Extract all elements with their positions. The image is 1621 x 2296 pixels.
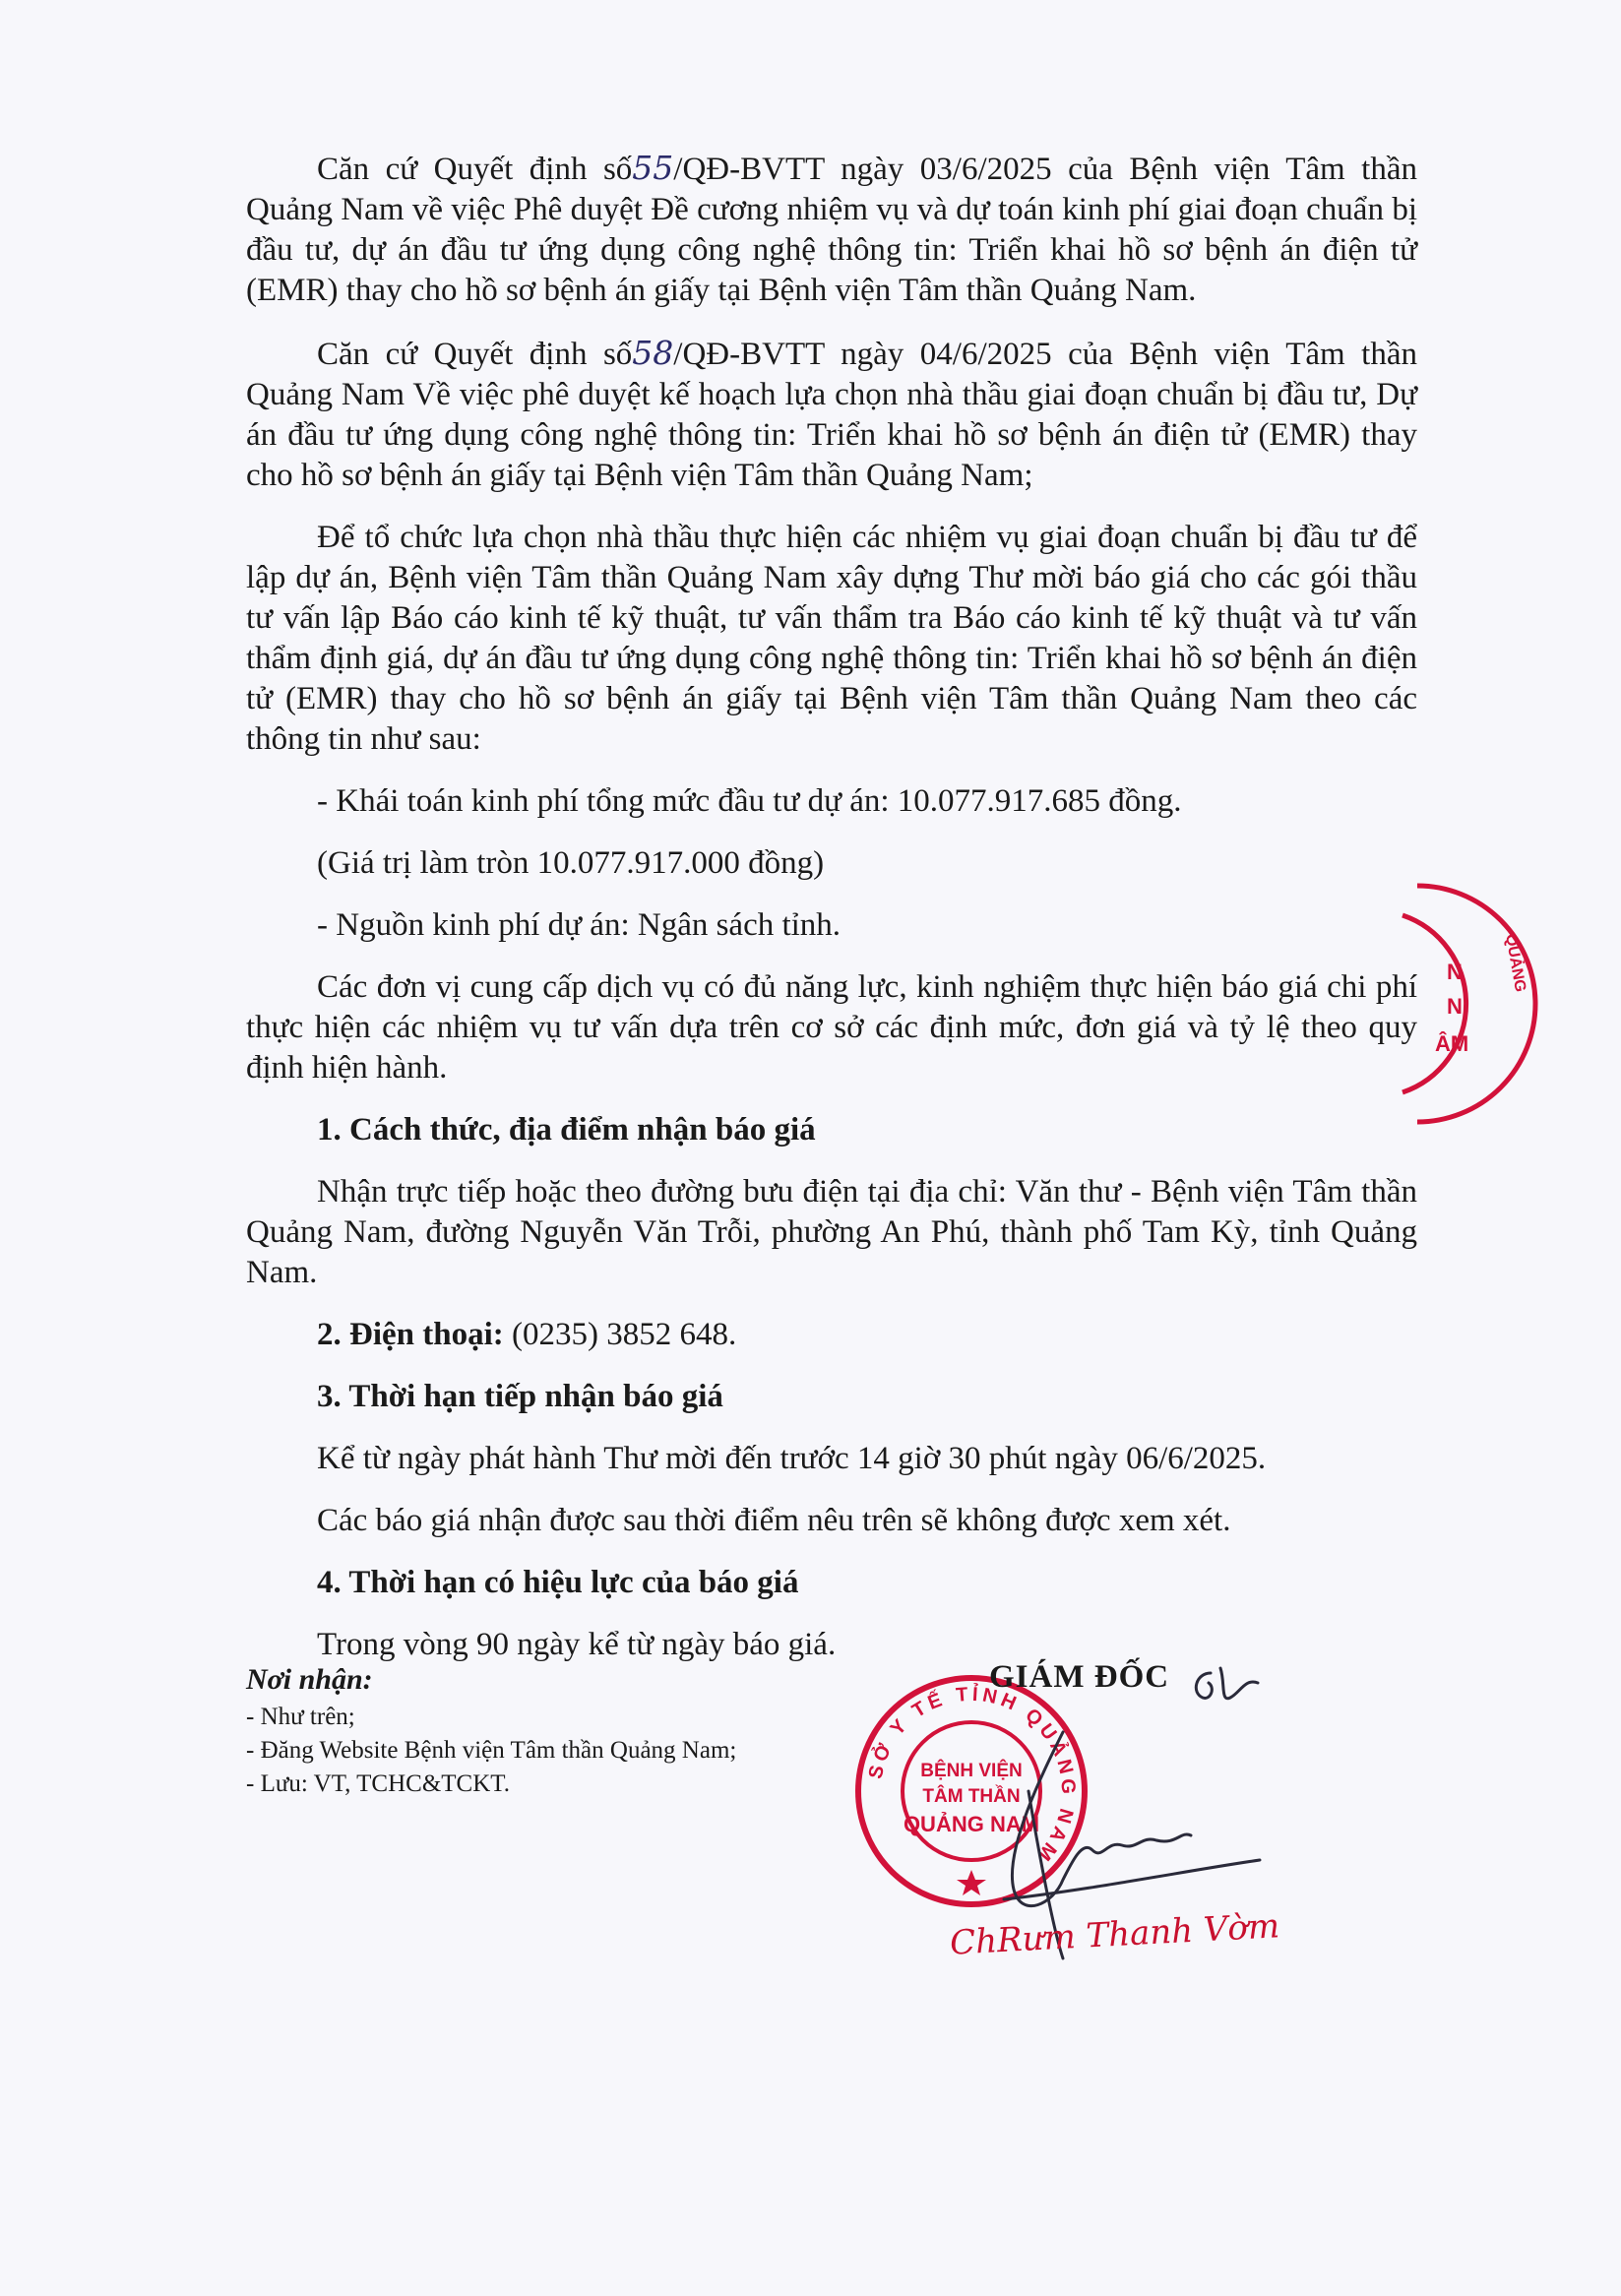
text-run: /QĐ-BVTT ngày 03/6/2025 của Bệnh viện Tâm thần Quảng Nam về việc Phê duyệt Đề cương nhiệm vụ và dự toán kinh phí giai đoạn chuẩn bị đầu tư, dự án đầu tư ứng dụng công nghệ thông tin: Triển khai hồ sơ bệnh án điện tử (EMR) thay cho hồ sơ bệnh án giấy tại Bệnh viện Tâm thần Quảng Nam. bbox=[246, 152, 1417, 308]
section-3-text-2: Các báo giá nhận được sau thời điểm nêu trên sẽ không được xem xét. bbox=[317, 1503, 1231, 1538]
section-2-phone bbox=[246, 1315, 1417, 1355]
recipients-title: Nơi nhận: bbox=[246, 1663, 373, 1696]
item-estimated-cost: - Khái toán kinh phí tổng mức đầu tư dự án: 10.077.917.685 đồng. bbox=[317, 783, 1182, 819]
paragraph-decision-55 bbox=[246, 148, 1417, 311]
paragraph-decision-58 bbox=[246, 333, 1417, 496]
recipient-item: - Đăng Website Bệnh viện Tâm thần Quảng Nam; bbox=[246, 1737, 737, 1764]
section-1-text: Nhận trực tiếp hoặc theo đường bưu điện tại địa chỉ: Văn thư - Bệnh viện Tâm thần Quảng Nam, đường Nguyễn Văn Trỗi, phường An Phú, thành phố Tam Kỳ, tỉnh Quảng Nam. bbox=[246, 1174, 1417, 1290]
section-4-heading: 4. Thời hạn có hiệu lực của báo giá bbox=[317, 1565, 799, 1600]
seal-line: BỆNH VIỆN bbox=[920, 1761, 1023, 1781]
handwritten-number: 58 bbox=[632, 334, 674, 372]
seal-letter: N bbox=[1447, 960, 1463, 984]
seal-letter: ÂM bbox=[1435, 1031, 1469, 1056]
item-rounded-value: (Giá trị làm tròn 10.077.917.000 đồng) bbox=[317, 845, 825, 881]
partial-seal-icon bbox=[1358, 876, 1575, 1132]
text-run: /QĐ-BVTT ngày 04/6/2025 của Bệnh viện Tâm thần Quảng Nam Về việc phê duyệt kế hoạch lựa chọn nhà thầu giai đoạn chuẩn bị đầu tư, Dự án đầu tư ứng dụng công nghệ thông tin: Triển khai hồ sơ bệnh án điện tử (EMR) thay cho hồ sơ bệnh án giấy tại Bệnh viện Tâm thần Quảng Nam; bbox=[246, 337, 1417, 493]
paragraph-purpose: Để tổ chức lựa chọn nhà thầu thực hiện các nhiệm vụ giai đoạn chuẩn bị đầu tư để lập dự án, Bệnh viện Tâm thần Quảng Nam xây dựng Thư mời báo giá cho các gói thầu tư vấn lập Báo cáo kinh tế kỹ thuật, tư vấn thẩm tra Báo cáo kinh tế kỹ thuật và tư vấn thẩm định giá, dự án đầu tư ứng dụng công nghệ thông tin: Triển khai hồ sơ bệnh án điện tử (EMR) thay cho hồ sơ bệnh án giấy tại Bệnh viện Tâm thần Quảng Nam theo các thông tin như sau: bbox=[246, 520, 1417, 757]
paragraph-providers: Các đơn vị cung cấp dịch vụ có đủ năng lực, kinh nghiệm thực hiện báo giá chi phí thực hiện các nhiệm vụ tư vấn dựa trên cơ sở các định mức, đơn giá và tỷ lệ theo quy định hiện hành. bbox=[246, 969, 1417, 1086]
text-run: Căn cứ Quyết định số bbox=[317, 337, 633, 372]
recipients-block bbox=[246, 1663, 935, 1801]
phone-value: (0235) 3852 648. bbox=[503, 1317, 737, 1352]
section-4-text: Trong vòng 90 ngày kể từ ngày báo giá. bbox=[317, 1627, 837, 1662]
handwritten-number: 55 bbox=[632, 149, 674, 187]
text-run: Căn cứ Quyết định số bbox=[317, 152, 633, 187]
section-1-heading: 1. Cách thức, địa điểm nhận báo giá bbox=[317, 1112, 816, 1148]
signer-name: ChRưm Thanh Vờm bbox=[949, 1906, 1280, 1963]
seal-line: QUẢNG NAM bbox=[903, 1812, 1040, 1836]
seal-ring-text: SỞ Y TẾ TỈNH QUẢNG NAM bbox=[864, 1683, 1080, 1868]
section-3-text-1: Kể từ ngày phát hành Thư mời đến trước 14 giờ 30 phút ngày 06/6/2025. bbox=[317, 1441, 1267, 1476]
phone-label: 2. Điện thoại: bbox=[317, 1317, 504, 1352]
letter-body bbox=[246, 148, 1417, 1687]
section-3-heading: 3. Thời hạn tiếp nhận báo giá bbox=[317, 1379, 723, 1414]
signer-title: GIÁM ĐỐC bbox=[989, 1659, 1170, 1695]
seal-letter: N bbox=[1447, 994, 1463, 1019]
recipient-item: - Như trên; bbox=[246, 1704, 355, 1730]
seal-ring-text: QUẢNG bbox=[1502, 932, 1529, 994]
item-funding-source: - Nguồn kinh phí dự án: Ngân sách tỉnh. bbox=[317, 907, 842, 943]
recipient-item: - Lưu: VT, TCHC&TCKT. bbox=[246, 1770, 510, 1797]
seal-line: TÂM THẦN bbox=[922, 1786, 1021, 1807]
